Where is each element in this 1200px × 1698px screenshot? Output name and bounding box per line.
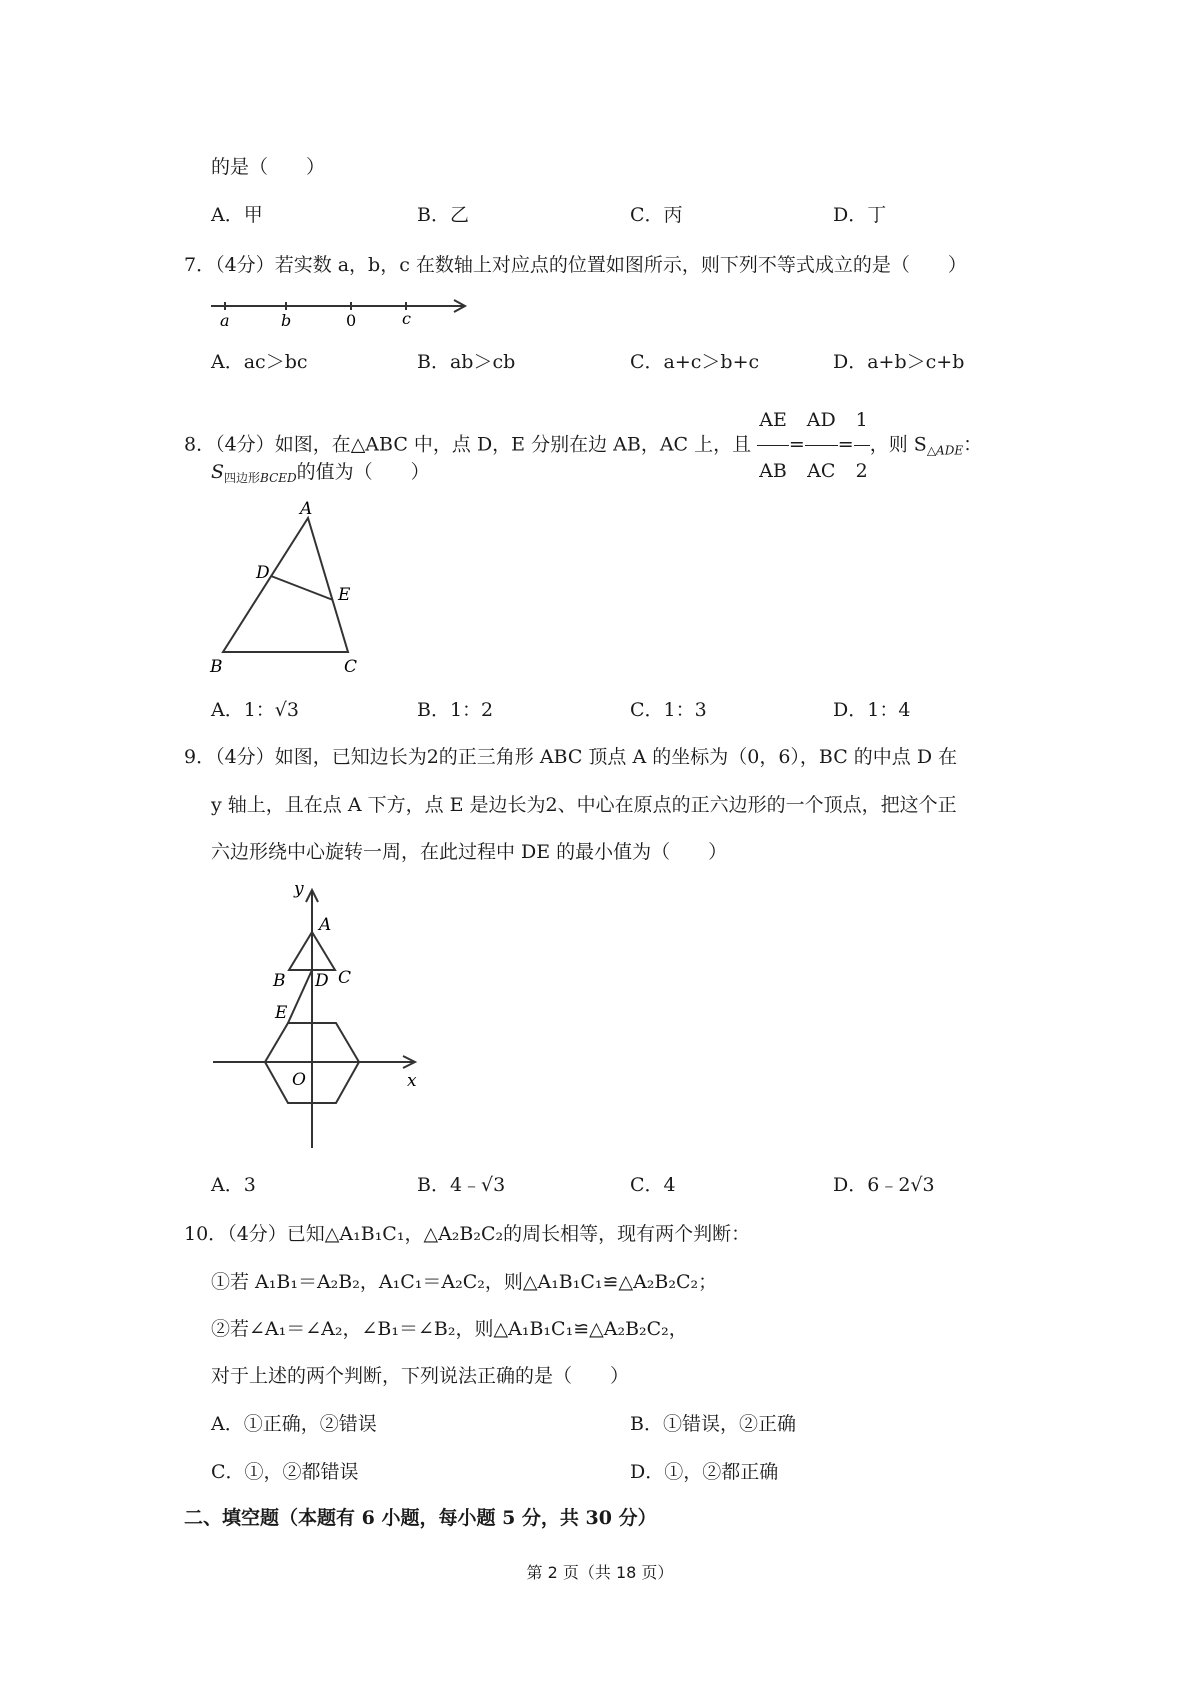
label-B: B [273,971,286,991]
q8-line2: $S_{四边形BCED}$的值为（ ） [211,461,430,485]
q10-line1: 已知△A₁B₁C₁，△A₂B₂C₂的周长相等，现有两个判断： [286,1223,751,1245]
q6-option-c: C．丙 [630,204,683,226]
segment-de [271,576,333,600]
q7-number: 7． [184,254,216,276]
q9-option-a: A．3 [211,1174,256,1196]
q8-option-b: B．1：2 [417,699,494,721]
label-y: y [294,879,304,899]
label-D: D [315,971,329,991]
q7-option-a: A．ac＞bc [211,351,308,373]
section-2-title: 二、填空题（本题有 6 小题，每小题 5 分，共 30 分） [184,1507,657,1529]
q8-sub-ade: △ADE [926,443,964,458]
q8-option-c: C．1：3 [630,699,707,721]
q8-fraction-half: $\frac{1}{2}$ [854,396,870,495]
label-D: D [256,563,270,583]
q10-option-a: A．①正确，②错误 [211,1413,377,1435]
label-b: b [281,311,292,330]
q6-stem-tail: 的是（ ） [211,156,326,178]
q8-equals: = [788,433,805,456]
label-A: A [319,915,332,935]
label-E: E [275,1003,288,1023]
q9-line1: 如图，已知边长为2的正三角形 ABC 顶点 A 的坐标为（0，6），BC 的中点 D 在 [274,746,958,768]
q10-option-d: D．①，②都正确 [630,1461,779,1483]
q10-option-b: B．①错误，②正确 [630,1413,796,1435]
page-footer: 第 2 页（共 18 页） [526,1563,674,1582]
q8-score: （4分） [215,433,275,456]
q8-number: 8． [184,433,216,456]
q9-score: （4分） [215,746,275,768]
label-zero: 0 [346,311,357,330]
label-c: c [402,309,411,328]
q8-stem: 如图，在△ABC 中，点 D，E 分别在边 AB，AC 上，且 [274,433,752,456]
label-A: A [300,499,313,519]
q6-option-b: B．乙 [417,204,469,226]
q9-number: 9． [184,746,216,768]
q10-question [184,1225,750,1244]
q9-option-b: B．4﹣√3 [417,1174,506,1196]
q7-option-c: C．a+c＞b+c [630,351,760,373]
label-C: C [338,968,352,988]
q9-coordinate-figure [205,878,435,1153]
label-a: a [220,311,230,330]
q10-number: 10． [184,1223,228,1245]
q8-equals: = [837,433,854,456]
q9-option-d: D．6﹣2√3 [833,1174,935,1196]
q8-option-d: D．1：4 [833,699,911,721]
q7-option-b: B．ab＞cb [417,351,516,373]
label-E: E [338,585,351,605]
q10-score: （4分） [227,1223,287,1245]
label-C: C [344,657,358,677]
q10-option-c: C．①，②都错误 [211,1461,359,1483]
q7-option-d: D．a+b＞c+b [833,351,965,373]
q7-stem: 若实数 a，b，c 在数轴上对应点的位置如图所示，则下列不等式成立的是（ ） [274,254,967,276]
q10-line4: 对于上述的两个判断，下列说法正确的是（ ） [211,1365,630,1387]
label-O: O [292,1070,306,1090]
q10-judgement-2: ②若∠A₁＝∠A₂，∠B₁＝∠B₂，则△A₁B₁C₁≌△A₂B₂C₂， [211,1318,688,1340]
q6-option-a: A．甲 [211,204,263,226]
q8-option-a: A．1：√3 [211,699,300,721]
q8-triangle-figure [205,495,375,680]
q7-number-line-figure [205,292,475,332]
q8-fraction-ae-ab: $\frac{AE}{AB}$ [757,396,789,495]
q8-fraction-ad-ac: $\frac{AD}{AC}$ [805,396,838,495]
q9-line3: 六边形绕中心旋转一周，在此过程中 DE 的最小值为（ ） [211,841,728,863]
q9-question [184,748,957,767]
label-B: B [210,657,223,677]
q9-option-c: C．4 [630,1174,676,1196]
q7-score: （4分） [215,254,275,276]
segment-de [288,970,312,1023]
q8-stem-cont: ，则 S [869,433,927,456]
label-x: x [407,1071,417,1091]
q6-option-d: D．丁 [833,204,887,226]
q9-line2: y 轴上，且在点 A 下方，点 E 是边长为2、中心在原点的正六边形的一个顶点，把这个正 [211,794,957,816]
triangle-abc [223,518,348,652]
q10-judgement-1: ①若 A₁B₁＝A₂B₂，A₁C₁＝A₂C₂，则△A₁B₁C₁≌△A₂B₂C₂； [211,1271,718,1293]
q8-colon: ： [963,433,983,456]
q7-question [184,256,967,275]
